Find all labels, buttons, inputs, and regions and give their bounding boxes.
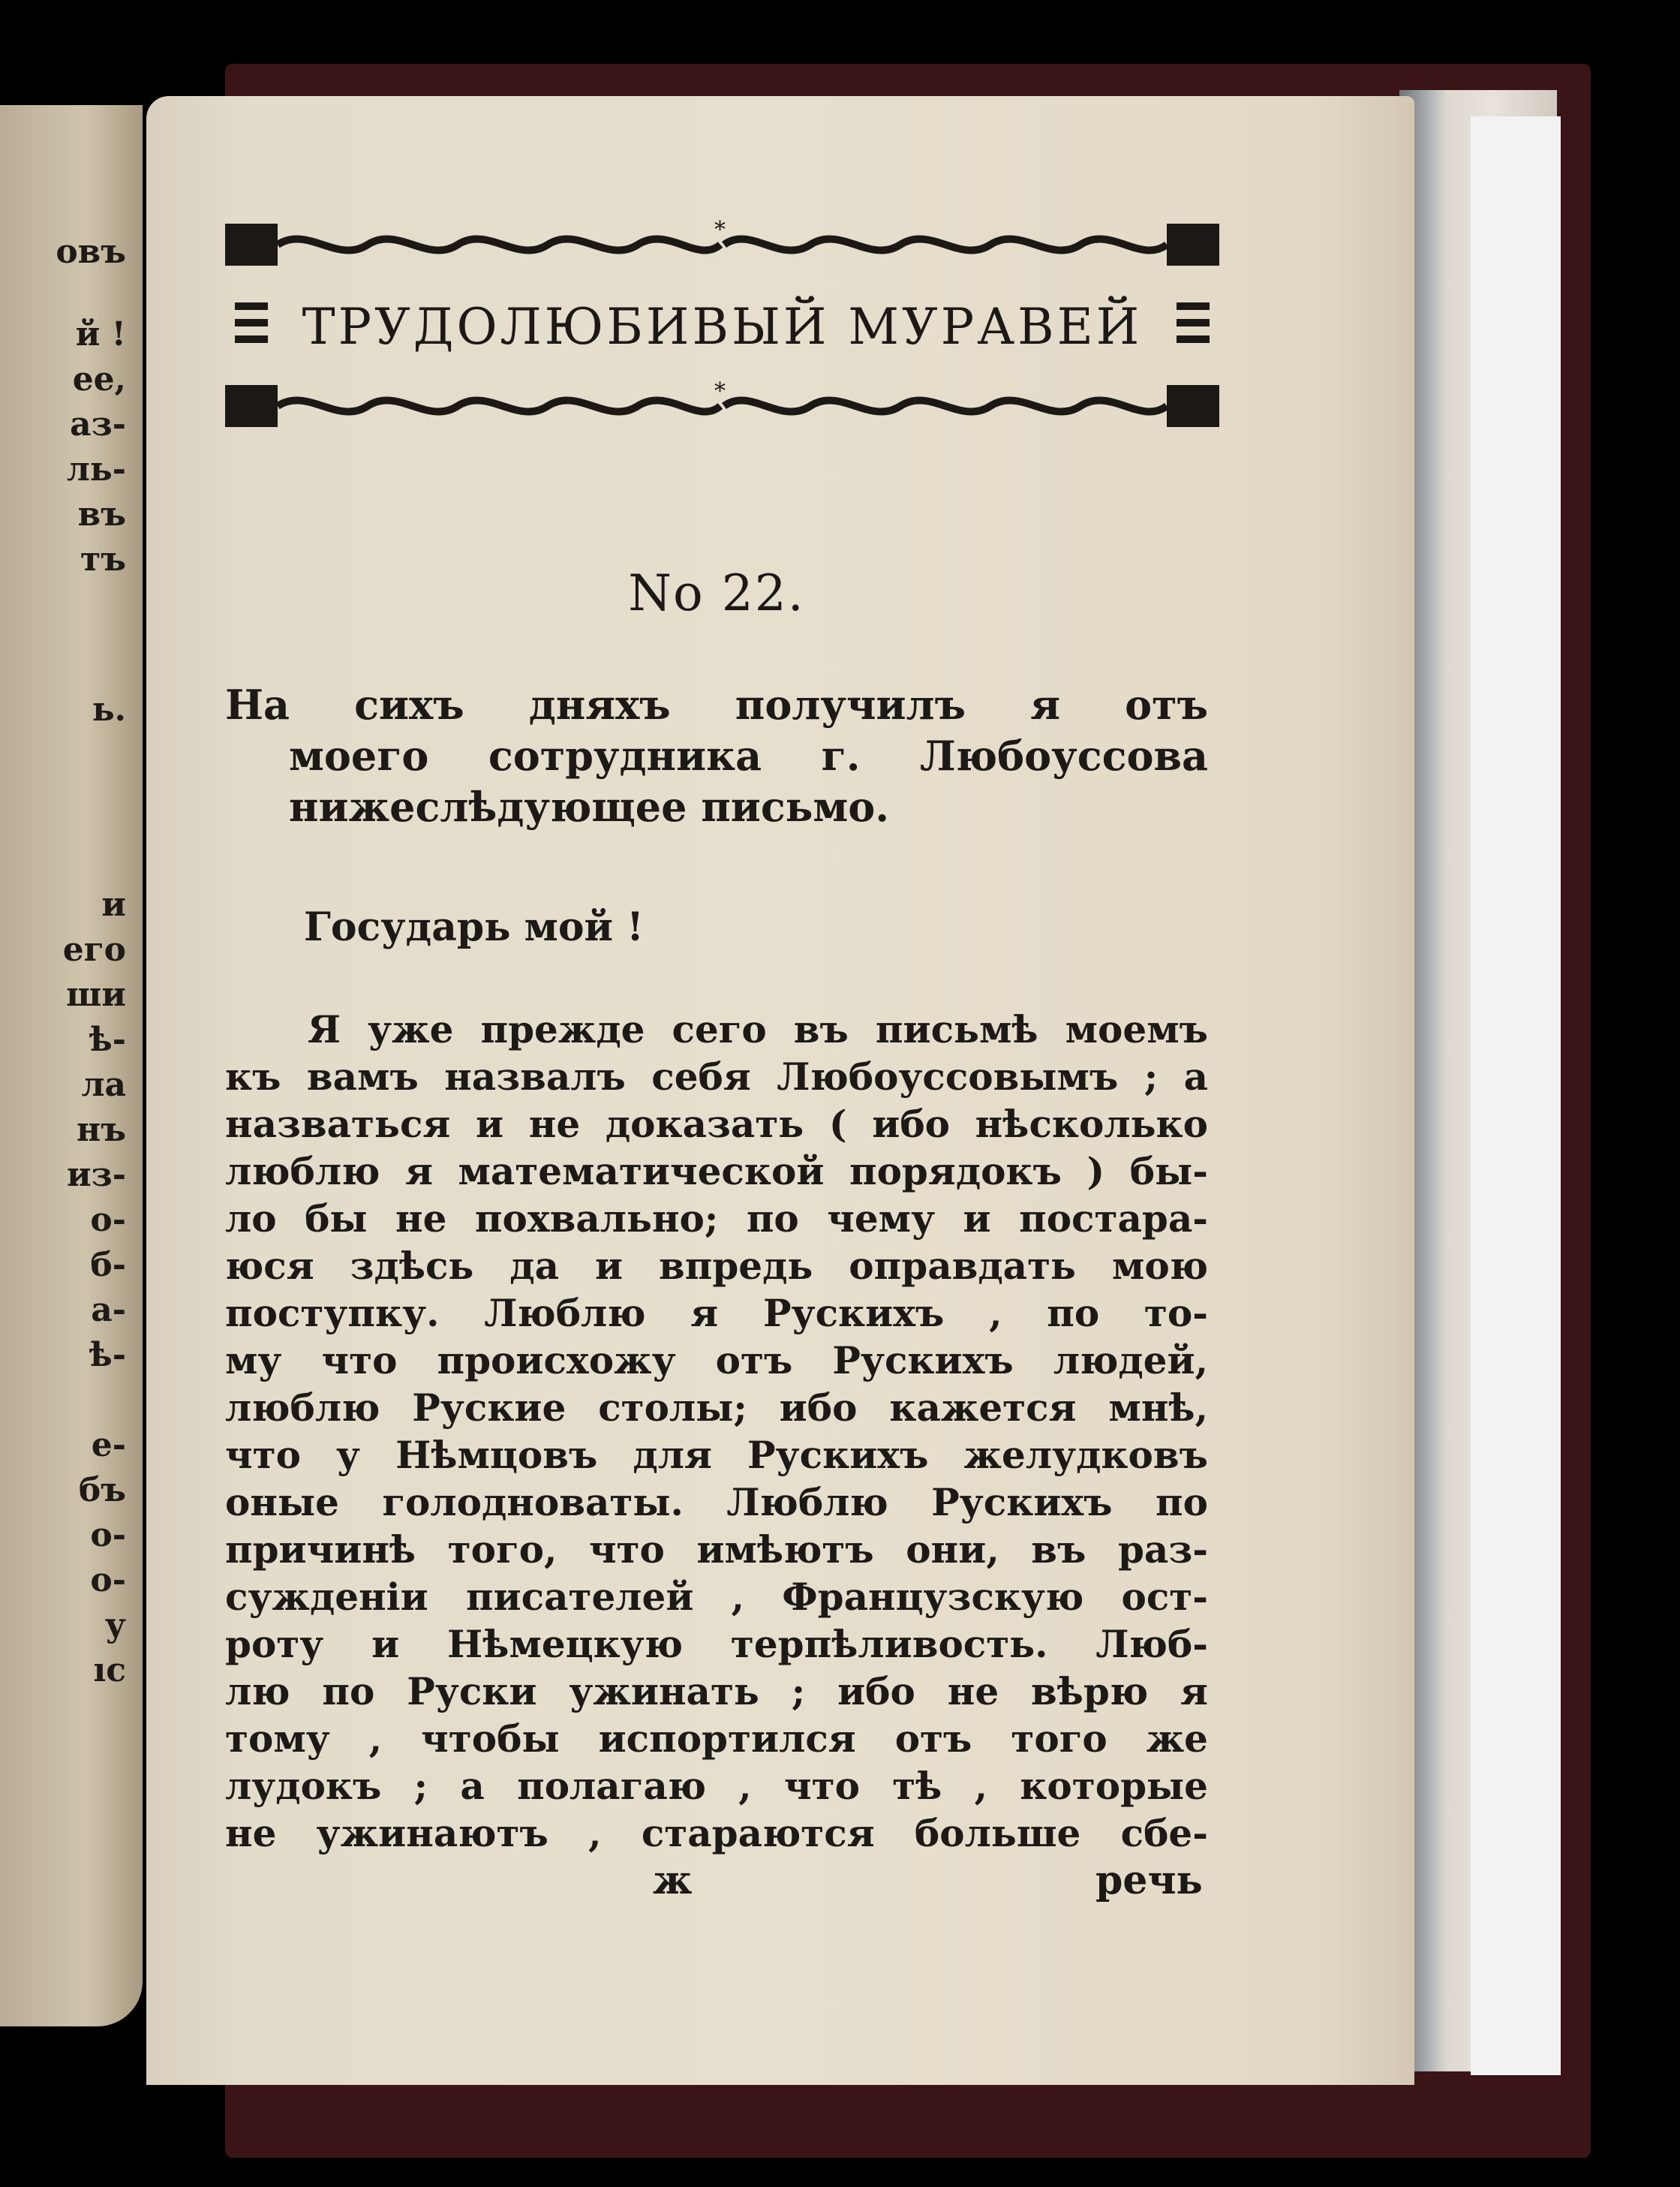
left-page-fragment: б- xyxy=(90,1246,126,1284)
issue-number: No 22. xyxy=(628,564,805,622)
body-line: Я уже прежде сего въ письмѣ моемъ xyxy=(308,1007,1208,1051)
left-page-fragment: тъ xyxy=(80,540,126,579)
left-page-fragment: и xyxy=(101,886,126,924)
left-page-fragment: а- xyxy=(91,1291,126,1329)
left-page-fragment: й ! xyxy=(75,315,126,353)
signature-mark: ж xyxy=(653,1858,693,1903)
body-line: оные голодноваты. Люблю Рускихъ по xyxy=(225,1480,1208,1524)
left-page-fragment: у xyxy=(104,1606,126,1644)
catchword: речь xyxy=(1095,1858,1203,1903)
body-line: люблю я математической порядокъ ) бы- xyxy=(225,1149,1208,1193)
left-page-fragment: ши xyxy=(66,976,126,1014)
greeting: Государь мой ! xyxy=(304,904,644,950)
body-line: люблю Руские столы; ибо кажется мнѣ, xyxy=(225,1385,1208,1430)
intro-line: нижеслѣдующее письмо. xyxy=(289,783,890,831)
left-page-fragment: бъ xyxy=(78,1471,126,1509)
left-page-fragment: ь. xyxy=(92,690,126,729)
left-page-fragment: нъ xyxy=(77,1111,126,1149)
letter-body xyxy=(225,1006,1208,1857)
top-ornament-rule xyxy=(225,218,1219,272)
left-page-fragment: из- xyxy=(67,1156,126,1194)
left-page-fragment: ла xyxy=(81,1066,126,1104)
svg-text:*: * xyxy=(714,379,726,405)
left-page-text-fragments xyxy=(0,105,135,1944)
body-line: роту и Нѣмецкую терпѣливость. Люб- xyxy=(225,1622,1208,1666)
left-page-fragment: о- xyxy=(90,1516,126,1554)
body-line: поступку. Люблю я Рускихъ , по то- xyxy=(225,1291,1208,1335)
left-page-fragment: ее, xyxy=(72,360,126,399)
body-line: ло бы не похвально; по чему и постара- xyxy=(225,1196,1208,1241)
intro-line: моего сотрудника г. Любоуссова xyxy=(289,732,1208,780)
body-line: причинѣ того, что имѣютъ они, въ раз- xyxy=(225,1527,1208,1572)
body-line: что у Нѣмцовъ для Рускихъ желудковъ xyxy=(225,1433,1208,1477)
body-line: лю по Руски ужинать ; ибо не вѣрю я xyxy=(225,1669,1208,1713)
left-page-fragment: овъ xyxy=(56,233,126,271)
left-page-fragment: о- xyxy=(90,1561,126,1599)
svg-text:*: * xyxy=(714,218,726,243)
left-page-fragment: въ xyxy=(77,495,126,534)
right-side-ornament xyxy=(1171,296,1216,356)
left-page-fragment: ль- xyxy=(66,450,126,489)
left-page-fragment: е- xyxy=(91,1426,126,1464)
left-page-fragment: ѣ- xyxy=(89,1021,126,1059)
body-line: му что происхожу отъ Рускихъ людей, xyxy=(225,1338,1208,1382)
page-block-white xyxy=(1471,116,1561,2075)
body-line: лудокъ ; а полагаю , что тѣ , которые xyxy=(225,1764,1208,1808)
left-page-fragment: аз- xyxy=(70,405,126,444)
body-line: сужденіи писателей , Французскую ост- xyxy=(225,1575,1208,1619)
body-line: назваться и не доказать ( ибо нѣсколько xyxy=(225,1102,1208,1146)
body-line: къ вамъ назвалъ себя Любоуссовымъ ; а xyxy=(225,1054,1208,1099)
intro-line: На сихъ дняхъ получилъ я отъ xyxy=(225,681,1208,729)
body-line: не ужинаютъ , стараются больше сбе- xyxy=(225,1811,1208,1855)
body-line: юся здѣсь да и впредь оправдать мою xyxy=(225,1244,1208,1288)
running-title: ТРУДОЛЮБИВЫЙ МУРАВЕЙ xyxy=(302,297,1143,356)
left-page-fragment: его xyxy=(62,931,126,969)
left-page-fragment: ıс xyxy=(93,1651,126,1689)
intro-paragraph xyxy=(225,679,1208,832)
left-page-fragment: о- xyxy=(90,1201,126,1239)
bottom-ornament-rule xyxy=(225,379,1219,433)
left-page-fragment: ѣ- xyxy=(89,1336,126,1374)
body-line: тому , чтобы испортился отъ того же xyxy=(225,1716,1208,1761)
